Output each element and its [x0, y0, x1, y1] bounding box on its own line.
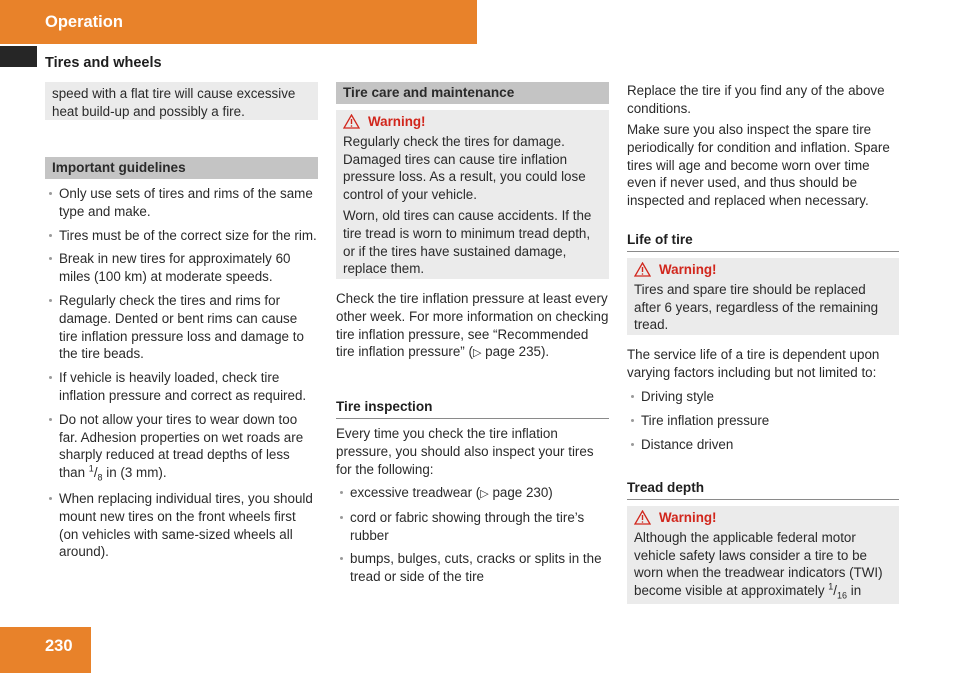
tire-inspection-heading: Tire inspection — [336, 398, 609, 419]
triangle-right-icon: ▷ — [472, 346, 482, 360]
page-number-box — [0, 627, 91, 673]
warning-triangle-icon — [343, 114, 360, 129]
section-label: Operation — [45, 13, 123, 31]
continued-warning-box — [45, 82, 318, 120]
tread-warning-box — [627, 506, 899, 604]
guidelines-list — [45, 185, 318, 561]
list-item: Driving style — [627, 388, 899, 406]
list-item: Break in new tires for approximately 60 miles (100 km) at moderate speeds. — [45, 250, 318, 286]
inspection-intro: Every time you check the tire inflation pressure, you should also inspect your tires for the following: — [336, 426, 594, 477]
list-item: Distance driven — [627, 436, 899, 454]
list-item: cord or fabric showing through the tire’s rubber — [336, 509, 609, 545]
spare-text: Make sure you also inspect the spare tire periodically for condition and inflation. Spare tires will age and become worn over time even if never used, and thus should be inspected and replaced when necessary. — [627, 122, 890, 209]
guidelines-heading: Important guidelines — [45, 157, 318, 179]
check-pressure-text: Check the tire inflation pressure at least every other week. For more information on checking tire inflation pressure, see “Recommended tire inflation pressure” (▷ page 235). — [336, 291, 609, 360]
inspection-list — [336, 484, 609, 586]
tire-care-heading: Tire care and maintenance — [336, 82, 609, 104]
tread-fraction: $^1/_8$ — [88, 463, 103, 483]
warning-paragraph: Regularly check the tires for damage. Damaged tires can cause tire inflation pressure loss. As a result, you could lose control of your vehicle. — [343, 133, 586, 203]
header-bar — [0, 0, 477, 44]
warning-label: Warning! — [659, 510, 717, 525]
warning-heading — [343, 113, 602, 131]
triangle-right-icon: ▷ — [480, 487, 489, 500]
list-item: Do not allow your tires to wear down too far. Adhesion properties on wet roads are sharply reduced at tread depths of less than $^1/_8$ in (3 mm). — [45, 411, 318, 482]
list-item: Tire inflation pressure — [627, 412, 899, 430]
service-life-text: The service life of a tire is dependent upon varying factors including but not limited to: — [627, 347, 880, 380]
tread-depth-heading: Tread depth — [627, 479, 899, 500]
warning-label: Warning! — [368, 114, 426, 129]
list-item: If vehicle is heavily loaded, check tire inflation pressure and correct as required. — [45, 369, 318, 405]
tire-care-warning-box — [336, 110, 609, 279]
list-item: bumps, bulges, cuts, cracks or splits in the tread or side of the tire — [336, 550, 609, 586]
continued-warning-text: speed with a flat tire will cause excessive heat build-up and possibly a fire. — [52, 86, 296, 119]
life-of-tire-heading: Life of tire — [627, 231, 899, 252]
warning-triangle-icon — [634, 262, 651, 277]
warning-paragraph: Worn, old tires can cause accidents. If the tire tread is worn to minimum tread depth, or if the tires have sustained damage, replace them. — [343, 207, 592, 277]
warning-triangle-icon — [634, 510, 651, 525]
warning-heading — [634, 261, 892, 279]
page-title: Tires and wheels — [45, 55, 162, 71]
warning-label: Warning! — [659, 262, 717, 277]
list-item: Tires must be of the correct size for the rim. — [45, 227, 318, 245]
replace-text: Replace the tire if you find any of the above conditions. — [627, 83, 885, 116]
list-item: Only use sets of tires and rims of the same type and make. — [45, 185, 318, 221]
list-item: Regularly check the tires and rims for damage. Dented or bent rims can cause tire inflation pressure loss and damage to the tire beads. — [45, 292, 318, 363]
tread-fraction: $^1/_{16}$ — [828, 581, 848, 601]
life-warning-box — [627, 258, 899, 335]
page-number: 230 — [45, 637, 73, 655]
chapter-tab — [0, 46, 37, 67]
warning-heading — [634, 509, 892, 527]
factors-list — [627, 388, 899, 453]
list-item: excessive treadwear (▷ page 230) — [336, 484, 609, 503]
warning-paragraph: Although the applicable federal motor vehicle safety laws consider a tire to be worn when the treadwear indicators (TWI) become visible at approximately $^1/_{16}$ in — [634, 529, 883, 601]
list-item: When replacing individual tires, you should mount new tires on the front wheels first (on vehicles with same-sized wheels all around). — [45, 490, 318, 561]
warning-paragraph: Tires and spare tire should be replaced after 6 years, regardless of the remaining tread. — [634, 281, 879, 333]
